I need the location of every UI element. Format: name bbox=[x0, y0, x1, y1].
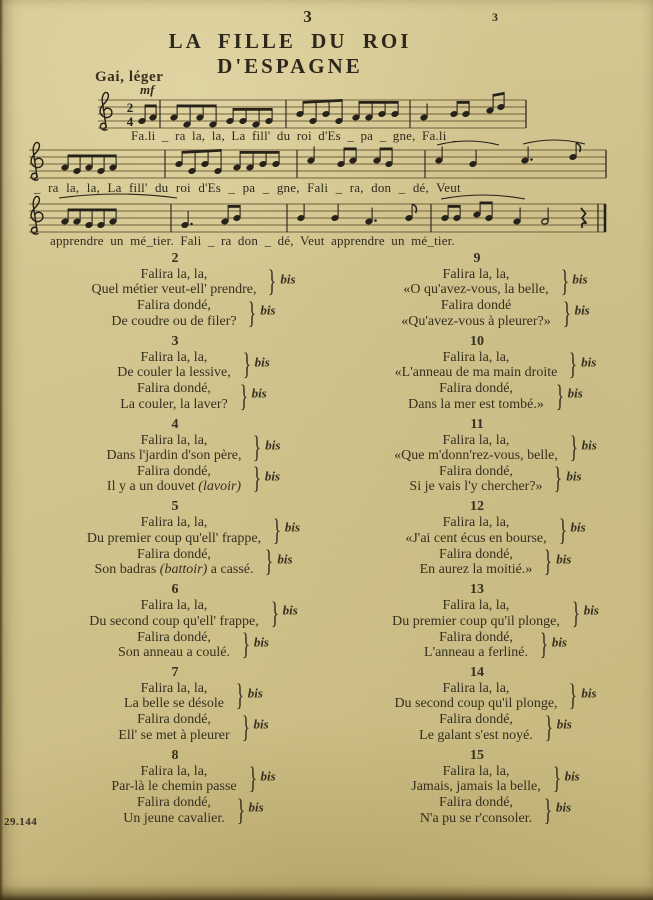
bis-repeat-mark bbox=[550, 761, 580, 796]
verse-line: Un jeune cavalier. bbox=[123, 810, 225, 826]
song-title: LA FILLE DU ROI D'ESPAGNE bbox=[168, 29, 412, 78]
bis-label: bis bbox=[581, 354, 597, 370]
bis-brace: } bbox=[248, 761, 257, 796]
verse-line: La couler, la laver? bbox=[120, 396, 228, 412]
page-number: 3 bbox=[303, 7, 313, 26]
verse-couplet bbox=[89, 596, 298, 630]
bis-repeat-mark bbox=[270, 513, 301, 548]
verse bbox=[323, 497, 631, 578]
verse-couplet bbox=[401, 296, 590, 331]
verse bbox=[323, 249, 631, 330]
bis-repeat-mark bbox=[233, 679, 263, 713]
bis-brace: } bbox=[241, 627, 251, 662]
verse bbox=[30, 580, 320, 661]
bis-brace: } bbox=[555, 379, 564, 413]
verse-couplet bbox=[94, 544, 293, 579]
bis-brace: } bbox=[552, 761, 561, 796]
bis-brace: } bbox=[241, 710, 250, 745]
time-signature-bottom: 4 bbox=[126, 114, 134, 129]
verse bbox=[323, 415, 631, 496]
bis-label: bis bbox=[556, 799, 572, 815]
page-number-corner: 3 bbox=[492, 10, 498, 24]
lyrics-line-2: _ ra la, la, La fill' du roi d'Es _ pa _ gne, Fali _ ra, don _ dé, Veut bbox=[34, 180, 461, 195]
bis-label: bis bbox=[247, 685, 263, 701]
lyrics-line-3: apprendre un mé_tier. Fali _ ra don _ dé, Veut apprendre un mé_tier. bbox=[50, 233, 455, 248]
verse-line: Dans l'jardin d'son père, bbox=[106, 448, 242, 464]
verse-line: Si je vais l'y chercher?» bbox=[409, 479, 543, 495]
verse-line: Falira la, la, bbox=[140, 515, 208, 531]
verse-line: Falira la, la, bbox=[442, 515, 510, 531]
verse-line: De coudre ou de filer? bbox=[111, 313, 237, 329]
verse-line: Falira dondé, bbox=[439, 629, 513, 645]
verse-number: 4 bbox=[171, 416, 179, 432]
bis-repeat-mark bbox=[246, 761, 276, 796]
verse-couplet bbox=[118, 627, 269, 662]
verse-couplet bbox=[409, 462, 582, 496]
verse bbox=[30, 415, 320, 496]
bis-repeat-mark bbox=[265, 265, 296, 299]
verse-line: Du second coup qu'il plonge, bbox=[394, 696, 558, 712]
verse-number: 11 bbox=[470, 416, 484, 432]
bis-label: bis bbox=[556, 716, 572, 732]
bis-repeat-mark bbox=[537, 627, 567, 662]
verse-line: Du premier coup qu'il plonge, bbox=[392, 613, 560, 629]
verse-line: Falira dondé, bbox=[439, 381, 513, 397]
verse-couplet bbox=[111, 296, 276, 331]
verse-line: Falira dondé, bbox=[439, 712, 513, 728]
plate-number: 29.144 bbox=[4, 816, 38, 828]
verse-line: Falira la, la, bbox=[140, 432, 208, 448]
bis-repeat-mark bbox=[566, 347, 597, 382]
verse-couplet bbox=[403, 265, 588, 299]
verse-line: Son anneau a coulé. bbox=[118, 645, 230, 661]
verse-line: «O qu'avez-vous, la belle, bbox=[403, 282, 549, 298]
verse-line: Le galant s'est noyé. bbox=[419, 727, 533, 743]
verse-couplet bbox=[408, 379, 583, 413]
bis-repeat-mark bbox=[234, 793, 264, 827]
verse-line: Il y a un douvet (lavoir) bbox=[106, 479, 242, 495]
verse-couplet bbox=[106, 462, 281, 496]
bis-repeat-mark bbox=[237, 379, 267, 413]
bis-label: bis bbox=[260, 302, 276, 318]
bis-brace: } bbox=[239, 379, 248, 413]
verse-line: Falira la, la, bbox=[442, 598, 510, 614]
verse-line: En aurez la moitié.» bbox=[419, 562, 533, 578]
bis-label: bis bbox=[251, 385, 267, 401]
bis-label: bis bbox=[264, 468, 281, 484]
verse-number: 14 bbox=[470, 665, 484, 681]
bis-label: bis bbox=[583, 602, 599, 618]
time-signature-top: 2 bbox=[126, 100, 134, 115]
bis-brace: } bbox=[543, 793, 553, 827]
verse-line: Quel métier veut-ell' prendre, bbox=[91, 282, 257, 298]
bis-label: bis bbox=[254, 354, 270, 370]
bis-brace: } bbox=[569, 679, 578, 713]
verse-line: Falira dondé, bbox=[137, 464, 211, 480]
verse-number: 12 bbox=[470, 499, 484, 515]
verse-line: N'a pu se r'consoler. bbox=[419, 810, 533, 826]
verse-number: 15 bbox=[470, 747, 484, 763]
bis-brace: } bbox=[268, 265, 277, 299]
verse-line: Falira dondé bbox=[440, 298, 512, 314]
bis-brace: } bbox=[270, 596, 279, 630]
tempo-marking: Gai, léger bbox=[95, 69, 164, 85]
verse bbox=[30, 249, 320, 330]
bis-label: bis bbox=[581, 437, 597, 453]
verse-couplet bbox=[111, 761, 276, 796]
verse-line: Dans la mer est tombé.» bbox=[408, 396, 544, 412]
verse-couplet bbox=[394, 679, 597, 713]
verse-couplet bbox=[419, 710, 572, 745]
bis-repeat-mark bbox=[239, 627, 269, 662]
verse-number: 10 bbox=[470, 333, 484, 349]
bis-brace: } bbox=[571, 596, 580, 630]
verse-number: 8 bbox=[171, 747, 179, 763]
verse-line: Falira dondé, bbox=[439, 546, 513, 562]
verse-number: 5 bbox=[171, 499, 179, 515]
verse-line: Falira dondé, bbox=[137, 629, 211, 645]
verse-line: «Que m'donn'rez-vous, belle, bbox=[394, 448, 558, 464]
verse-couplet bbox=[86, 513, 301, 548]
bis-label: bis bbox=[570, 519, 586, 535]
bis-brace: } bbox=[560, 265, 569, 299]
verse-line: Falira la, la, bbox=[140, 598, 208, 614]
bis-repeat-mark bbox=[569, 596, 599, 630]
verse-couplet bbox=[118, 710, 269, 745]
bis-brace: } bbox=[562, 296, 571, 331]
bis-repeat-mark bbox=[560, 296, 590, 331]
verse-line: Ell' se met à pleurer bbox=[118, 727, 230, 743]
verse bbox=[323, 332, 631, 413]
bis-repeat-mark bbox=[551, 462, 582, 496]
verse-line: L'anneau a ferliné. bbox=[424, 645, 528, 661]
verse-line: Falira dondé, bbox=[137, 795, 211, 811]
verse-couplet bbox=[124, 679, 263, 713]
bis-brace: } bbox=[253, 430, 262, 465]
bis-brace: } bbox=[248, 296, 257, 331]
bis-repeat-mark bbox=[541, 544, 572, 579]
verse-couplet bbox=[91, 265, 296, 299]
bis-label: bis bbox=[556, 551, 572, 567]
bis-repeat-mark bbox=[262, 544, 293, 579]
bis-label: bis bbox=[260, 768, 276, 784]
bis-label: bis bbox=[280, 271, 296, 287]
bis-brace: } bbox=[544, 710, 553, 745]
verse-line: Falira la, la, bbox=[140, 267, 208, 282]
bis-label: bis bbox=[284, 519, 301, 535]
bis-brace: } bbox=[242, 347, 251, 382]
bis-label: bis bbox=[253, 634, 269, 650]
verse-couplet bbox=[392, 596, 599, 630]
verse-number: 3 bbox=[171, 333, 179, 349]
bis-repeat-mark bbox=[566, 679, 597, 713]
bis-brace: } bbox=[235, 679, 244, 713]
verse-line: «Qu'avez-vous à pleurer?» bbox=[401, 313, 551, 329]
verse-line: Son badras (battoir) a cassé. bbox=[94, 562, 254, 578]
verse-line: Du second coup qu'ell' frappe, bbox=[89, 613, 259, 629]
verse-couplet bbox=[123, 793, 264, 827]
verse-couplet bbox=[106, 430, 281, 465]
bis-repeat-mark bbox=[553, 379, 583, 413]
bis-brace: } bbox=[554, 462, 563, 496]
verse-couplet bbox=[419, 793, 572, 827]
verse bbox=[30, 497, 320, 578]
bis-label: bis bbox=[265, 437, 281, 453]
verse-line: Par-là le chemin passe bbox=[111, 779, 237, 795]
verse-line: Falira la, la, bbox=[140, 763, 208, 779]
bis-label: bis bbox=[566, 468, 582, 484]
bis-label: bis bbox=[574, 302, 590, 318]
verses-column-left bbox=[30, 249, 320, 829]
verse-line: Falira la, la, bbox=[140, 349, 208, 365]
bis-brace: } bbox=[252, 462, 262, 496]
verse-number: 6 bbox=[171, 582, 179, 598]
verse bbox=[30, 746, 320, 827]
verse-line: Falira la, la, bbox=[140, 681, 208, 697]
verse-line: Falira la, la, bbox=[442, 432, 510, 448]
verse-line: Falira la, la, bbox=[442, 681, 510, 697]
verse bbox=[323, 746, 631, 827]
verse-line: Falira dondé, bbox=[137, 381, 211, 397]
verse bbox=[323, 580, 631, 661]
bis-brace: } bbox=[569, 430, 578, 465]
bis-repeat-mark bbox=[250, 462, 281, 496]
verse-line: Falira la, la, bbox=[442, 267, 510, 282]
dynamic-marking: mf bbox=[140, 82, 155, 97]
bis-repeat-mark bbox=[240, 347, 270, 382]
verse-line: Falira dondé, bbox=[137, 712, 211, 728]
bis-repeat-mark bbox=[558, 265, 588, 299]
verse-couplet bbox=[424, 627, 567, 662]
bis-repeat-mark bbox=[250, 430, 281, 465]
verse-couplet bbox=[419, 544, 572, 579]
bis-label: bis bbox=[277, 551, 293, 567]
verse bbox=[30, 332, 320, 413]
verse-line: Falira la, la, bbox=[442, 763, 510, 779]
bis-repeat-mark bbox=[567, 430, 597, 465]
verse-number: 9 bbox=[473, 251, 481, 266]
bis-brace: } bbox=[272, 513, 282, 548]
verse-line: «L'anneau de ma main droite bbox=[394, 365, 558, 381]
verse-couplet bbox=[394, 430, 597, 465]
treble-clef-icon bbox=[31, 196, 43, 234]
verse-number: 13 bbox=[470, 582, 484, 598]
verse-couplet bbox=[120, 379, 267, 413]
bis-repeat-mark bbox=[541, 793, 572, 827]
treble-clef-icon bbox=[100, 92, 112, 130]
treble-clef-icon bbox=[31, 142, 43, 180]
verse-line: Du premier coup qu'ell' frappe, bbox=[86, 530, 262, 546]
verse-line: Falira la, la, bbox=[442, 349, 510, 365]
verse-line: La belle se désole bbox=[124, 696, 224, 712]
verse-line: Falira dondé, bbox=[439, 795, 513, 811]
bis-repeat-mark bbox=[268, 596, 298, 630]
bis-label: bis bbox=[551, 634, 567, 650]
bis-brace: } bbox=[569, 347, 578, 382]
verse-couplet bbox=[405, 513, 586, 548]
bis-repeat-mark bbox=[556, 513, 586, 548]
bis-repeat-mark bbox=[245, 296, 276, 331]
bis-brace: } bbox=[544, 544, 553, 579]
verses-column-right bbox=[323, 249, 631, 829]
verse-line: De couler la lessive, bbox=[117, 365, 231, 381]
verse-line: «J'ai cent écus en bourse, bbox=[405, 530, 547, 546]
verse-line: Jamais, jamais la belle, bbox=[411, 779, 541, 795]
bis-label: bis bbox=[567, 385, 583, 401]
bis-brace: } bbox=[236, 793, 245, 827]
verse-couplet bbox=[117, 347, 270, 382]
bis-label: bis bbox=[564, 768, 580, 784]
bis-label: bis bbox=[248, 799, 264, 815]
verse-line: Falira dondé, bbox=[137, 546, 211, 562]
bis-label: bis bbox=[572, 271, 588, 287]
verse-couplet bbox=[411, 761, 580, 796]
bis-label: bis bbox=[282, 602, 298, 618]
bis-repeat-mark bbox=[542, 710, 572, 745]
bis-brace: } bbox=[558, 513, 567, 548]
verse-number: 2 bbox=[171, 251, 179, 266]
verse-line: Falira dondé, bbox=[137, 298, 211, 314]
bis-label: bis bbox=[253, 716, 269, 732]
bis-brace: } bbox=[265, 544, 274, 579]
verse bbox=[323, 663, 631, 744]
verse-line: Falira dondé, bbox=[439, 464, 513, 480]
verse-couplet bbox=[394, 347, 597, 382]
bis-label: bis bbox=[581, 685, 597, 701]
bis-brace: } bbox=[539, 627, 549, 662]
lyrics-line-1: Fa.li _ ra la, la, La fill' du roi d'Es _ pa _ gne, Fa.li _ bbox=[131, 128, 460, 143]
verse-number: 7 bbox=[171, 665, 179, 681]
bis-repeat-mark bbox=[239, 710, 269, 745]
verse bbox=[30, 663, 320, 744]
